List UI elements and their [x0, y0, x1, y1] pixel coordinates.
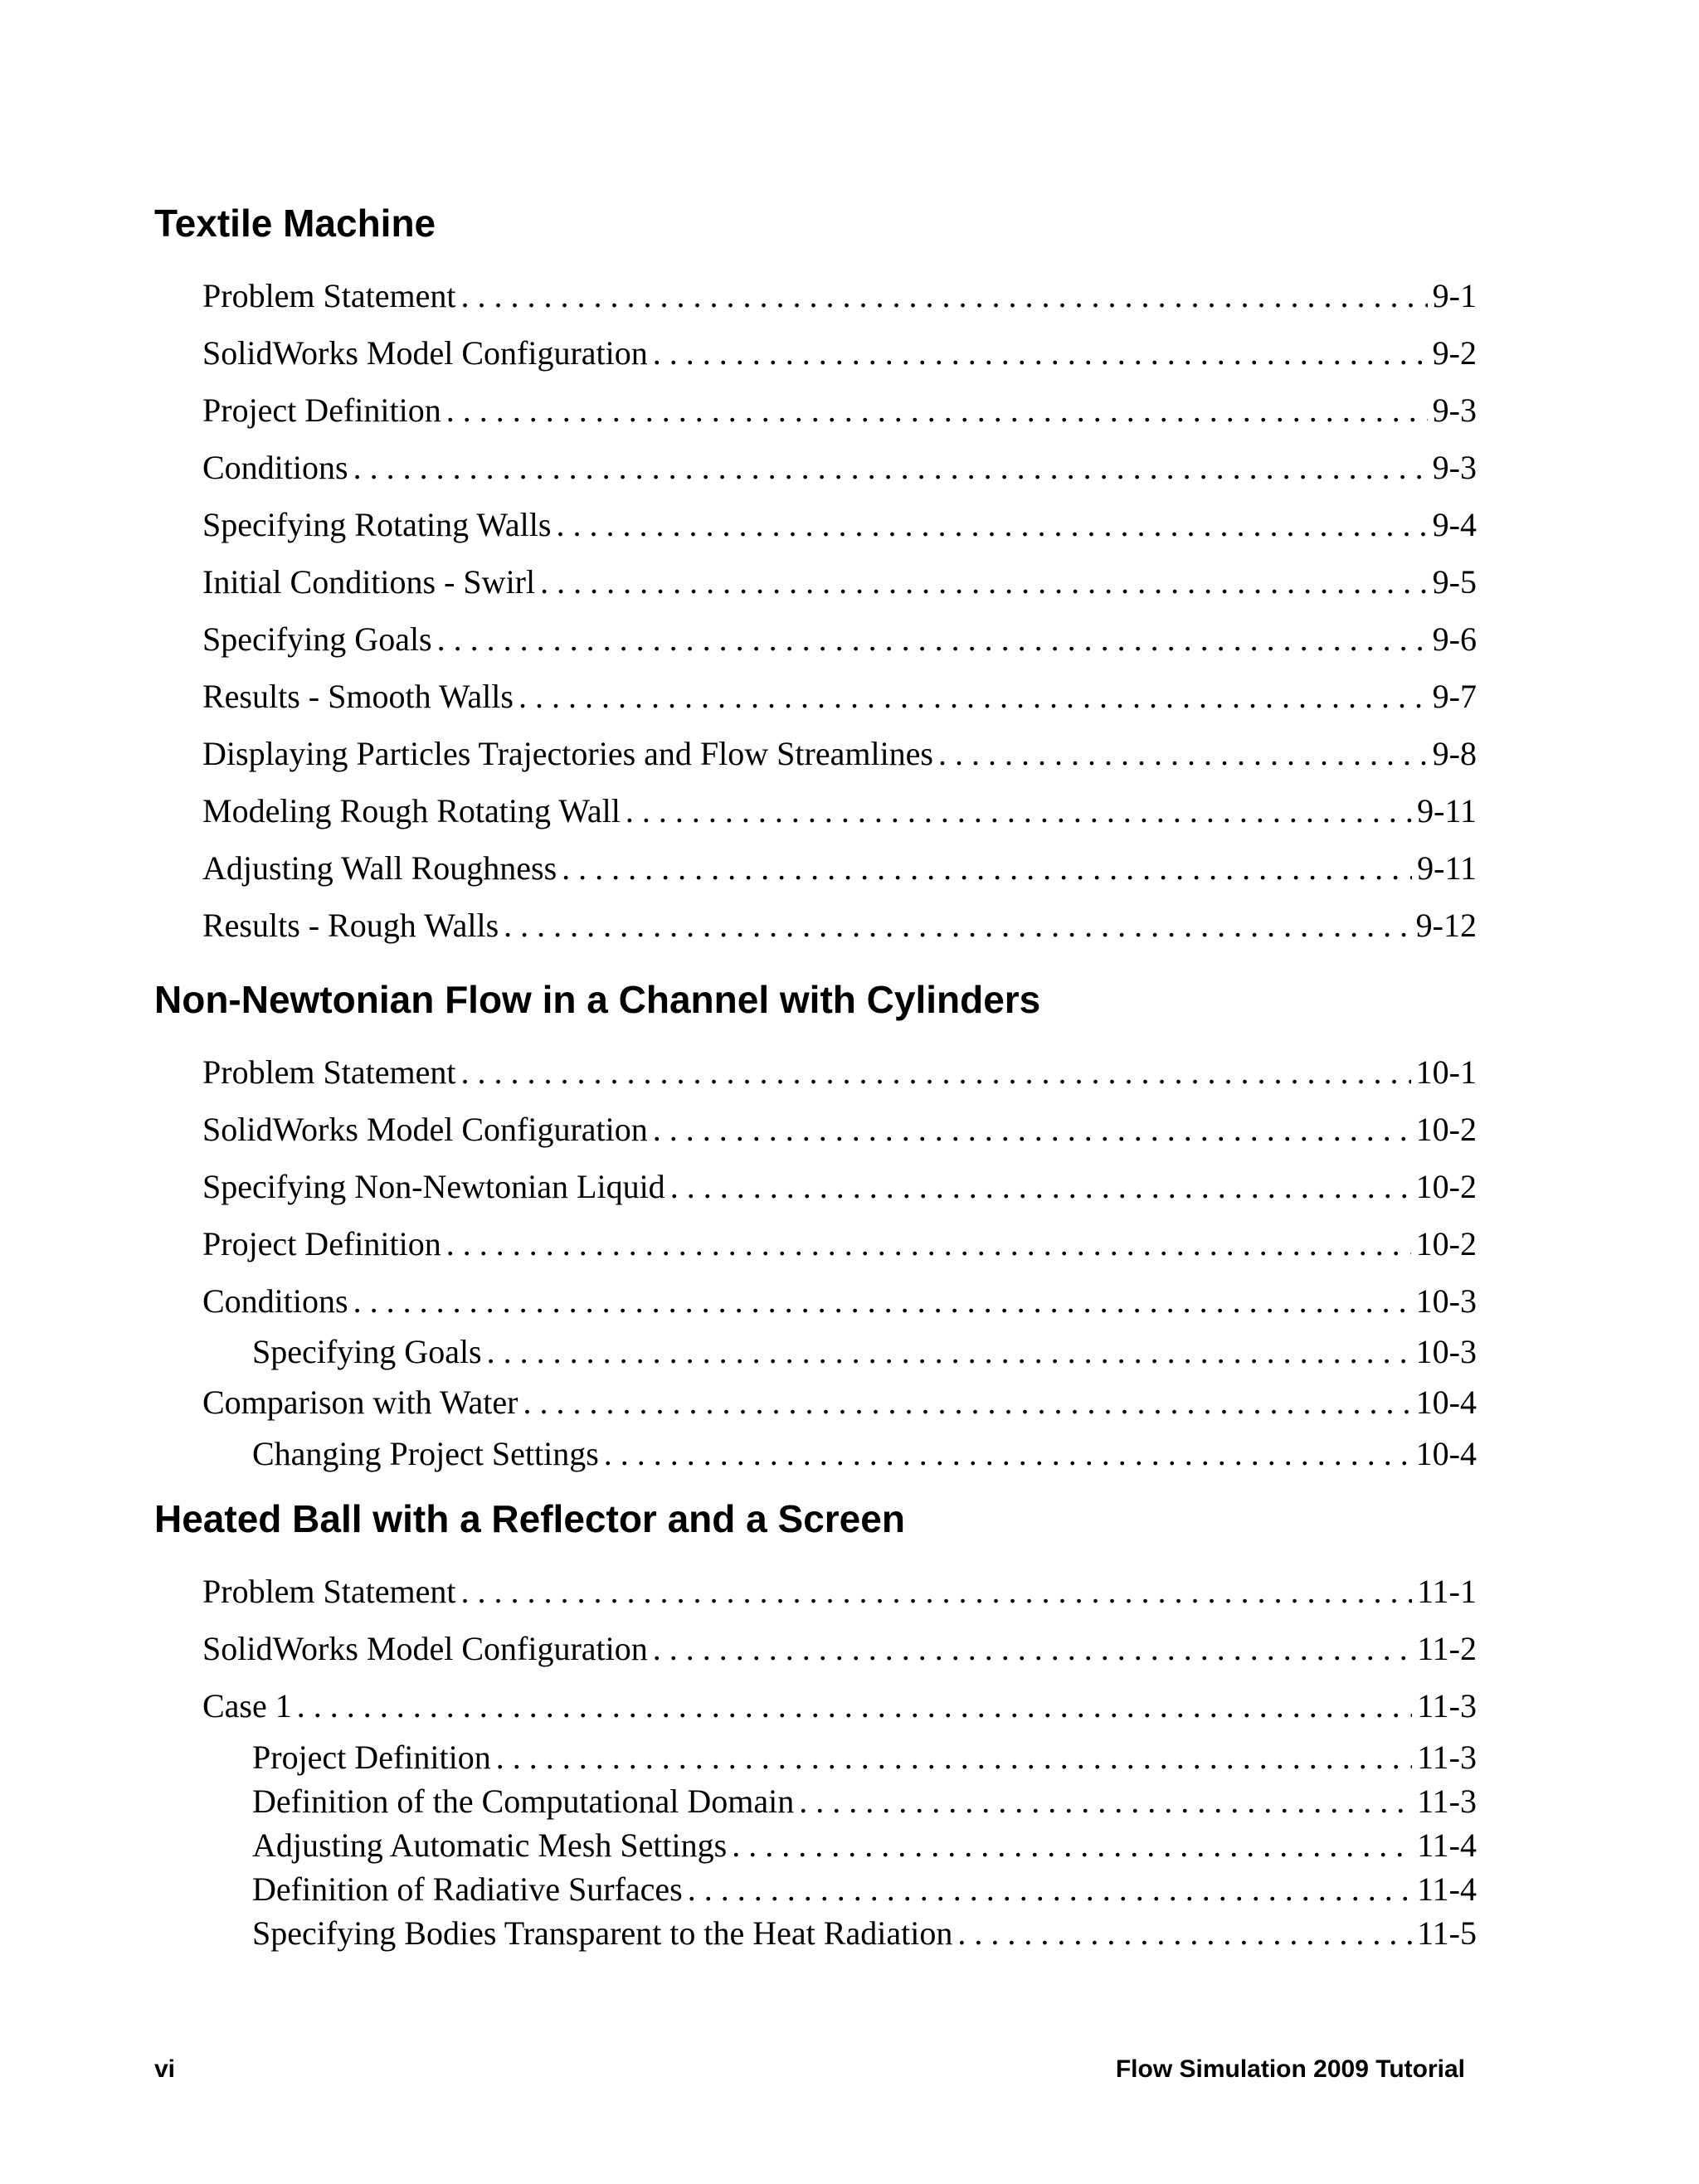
dot-leader: [504, 909, 1411, 942]
toc-entry-label: Problem Statement: [202, 1573, 456, 1610]
toc-entry-page: 10-4: [1415, 1435, 1477, 1472]
toc-entry-label: Problem Statement: [202, 1053, 456, 1091]
toc-entry-label: Conditions: [202, 1282, 348, 1320]
toc-entry[interactable]: [202, 1170, 1477, 1204]
toc-entry-label: Comparison with Water: [202, 1384, 518, 1421]
toc-entry-page: 11-2: [1417, 1630, 1477, 1667]
toc-entry-page: 11-3: [1417, 1687, 1477, 1724]
dot-leader: [446, 394, 1428, 427]
toc-entry-page: 9-11: [1417, 792, 1477, 829]
toc-entry-page: 10-3: [1415, 1333, 1477, 1370]
toc-entry-page: 11-4: [1417, 1826, 1477, 1864]
toc-entry[interactable]: [202, 1225, 1477, 1262]
toc-subentry[interactable]: [252, 1741, 1477, 1774]
dot-leader: [487, 1335, 1411, 1369]
toc-entry-page: 9-11: [1417, 849, 1477, 887]
toc-entry[interactable]: [202, 1632, 1477, 1666]
dot-leader: [461, 1056, 1411, 1089]
toc-entry-label: SolidWorks Model Configuration: [202, 1630, 648, 1667]
toc-entry-label: Modeling Rough Rotating Wall: [202, 792, 621, 829]
toc-entry-label: Project Definition: [202, 1225, 441, 1262]
toc-entry[interactable]: [202, 277, 1477, 314]
footer-page-number: vi: [154, 2055, 176, 2083]
toc-subentry[interactable]: [252, 1785, 1477, 1818]
toc-entry-label: Case 1: [202, 1687, 292, 1724]
toc-subentry[interactable]: [252, 1870, 1477, 1908]
toc-entry-label: SolidWorks Model Configuration: [202, 1111, 648, 1148]
dot-leader: [353, 1285, 1411, 1318]
toc-entry-page: 9-5: [1432, 563, 1477, 601]
toc-entry-label: Conditions: [202, 449, 348, 486]
toc-entry-page: 9-1: [1432, 277, 1477, 314]
toc-entry[interactable]: [202, 394, 1477, 427]
toc-entry[interactable]: [202, 1113, 1477, 1146]
dot-leader: [670, 1170, 1411, 1204]
toc-entry[interactable]: [202, 1687, 1477, 1724]
toc-entry[interactable]: [202, 1053, 1477, 1091]
section-title-textile-machine: Textile Machine: [154, 202, 436, 245]
toc-entry-label: Project Definition: [202, 392, 441, 429]
toc-entry-label: Problem Statement: [202, 277, 456, 314]
dot-leader: [799, 1785, 1412, 1818]
toc-entry[interactable]: [202, 508, 1477, 542]
dot-leader: [540, 566, 1428, 599]
toc-entry-label: Project Definition: [252, 1739, 491, 1776]
toc-entry-page: 9-3: [1432, 449, 1477, 486]
dot-leader: [523, 1386, 1410, 1419]
toc-entry-page: 9-12: [1415, 907, 1477, 944]
dot-leader: [938, 737, 1428, 771]
toc-entry-label: Changing Project Settings: [252, 1435, 599, 1472]
toc-entry-page: 9-4: [1432, 506, 1477, 543]
toc-subentry[interactable]: [252, 1437, 1477, 1471]
toc-entry[interactable]: [202, 334, 1477, 372]
toc-subentry[interactable]: [252, 1335, 1477, 1369]
toc-subentry[interactable]: [252, 1914, 1477, 1952]
toc-entry[interactable]: [202, 1282, 1477, 1320]
toc-entry-page: 9-7: [1432, 678, 1477, 715]
toc-entry-page: 10-2: [1415, 1168, 1477, 1205]
toc-entry[interactable]: [202, 792, 1477, 829]
toc-entry-page: 11-5: [1417, 1914, 1477, 1952]
dot-leader: [626, 795, 1412, 828]
dot-leader: [518, 680, 1428, 713]
toc-entry-label: Initial Conditions - Swirl: [202, 563, 536, 601]
toc-entry-label: Adjusting Wall Roughness: [202, 849, 557, 887]
toc-subentry[interactable]: [252, 1826, 1477, 1864]
dot-leader: [461, 280, 1428, 313]
dot-leader: [604, 1437, 1411, 1471]
toc-entry[interactable]: [202, 849, 1477, 887]
section-title-non-newtonian-flow: Non-Newtonian Flow in a Channel with Cylinders: [154, 978, 1041, 1021]
toc-entry-label: Definition of the Computational Domain: [252, 1783, 795, 1820]
section-title-heated-ball: Heated Ball with a Reflector and a Screen: [154, 1497, 905, 1540]
toc-entry[interactable]: [202, 909, 1477, 942]
toc-entry-label: Specifying Rotating Walls: [202, 506, 552, 543]
toc-entry[interactable]: [202, 620, 1477, 658]
toc-entry-label: Specifying Non-Newtonian Liquid: [202, 1168, 665, 1205]
toc-entry-page: 10-2: [1415, 1225, 1477, 1262]
dot-leader: [957, 1917, 1412, 1950]
toc-entry[interactable]: [202, 563, 1477, 601]
toc-entry-label: Displaying Particles Trajectories and Flow Streamlines: [202, 735, 933, 772]
toc-entry-label: Specifying Goals: [252, 1333, 482, 1370]
toc-entry[interactable]: [202, 1575, 1477, 1608]
toc-entry-page: 11-3: [1417, 1739, 1477, 1776]
toc-entry-page: 9-3: [1432, 392, 1477, 429]
dot-leader: [653, 1632, 1412, 1666]
toc-entry-label: Results - Smooth Walls: [202, 678, 514, 715]
toc-entry-page: 9-6: [1432, 620, 1477, 658]
toc-entry-label: Results - Rough Walls: [202, 907, 499, 944]
toc-entry[interactable]: [202, 737, 1477, 771]
dot-leader: [562, 852, 1412, 885]
dot-leader: [461, 1575, 1413, 1608]
toc-entry-page: 11-4: [1417, 1870, 1477, 1908]
toc-entry[interactable]: [202, 451, 1477, 484]
toc-entry-page: 10-2: [1415, 1111, 1477, 1148]
toc-entry-label: Adjusting Automatic Mesh Settings: [252, 1826, 728, 1864]
toc-entry-page: 9-2: [1432, 334, 1477, 372]
dot-leader: [556, 508, 1427, 542]
toc-entry-page: 11-1: [1417, 1573, 1477, 1610]
dot-leader: [496, 1741, 1412, 1774]
dot-leader: [688, 1873, 1412, 1906]
toc-entry-label: SolidWorks Model Configuration: [202, 334, 648, 372]
toc-entry-label: Definition of Radiative Surfaces: [252, 1870, 683, 1908]
toc-entry-label: Specifying Bodies Transparent to the Heat Radiation: [252, 1914, 953, 1952]
dot-leader: [446, 1228, 1411, 1261]
toc-entry[interactable]: [202, 680, 1477, 713]
dot-leader: [297, 1690, 1412, 1723]
toc-entry-page: 10-4: [1415, 1384, 1477, 1421]
toc-entry-page: 11-3: [1417, 1783, 1477, 1820]
toc-entry[interactable]: [202, 1386, 1477, 1419]
toc-entry-page: 10-3: [1415, 1282, 1477, 1320]
toc-entry-page: 10-1: [1415, 1053, 1477, 1091]
dot-leader: [653, 337, 1428, 370]
dot-leader: [437, 623, 1428, 656]
toc-entry-label: Specifying Goals: [202, 620, 432, 658]
dot-leader: [653, 1113, 1411, 1146]
dot-leader: [732, 1829, 1412, 1862]
toc-entry-page: 9-8: [1432, 735, 1477, 772]
dot-leader: [353, 451, 1428, 484]
footer-book-title: Flow Simulation 2009 Tutorial: [1115, 2055, 1465, 2083]
